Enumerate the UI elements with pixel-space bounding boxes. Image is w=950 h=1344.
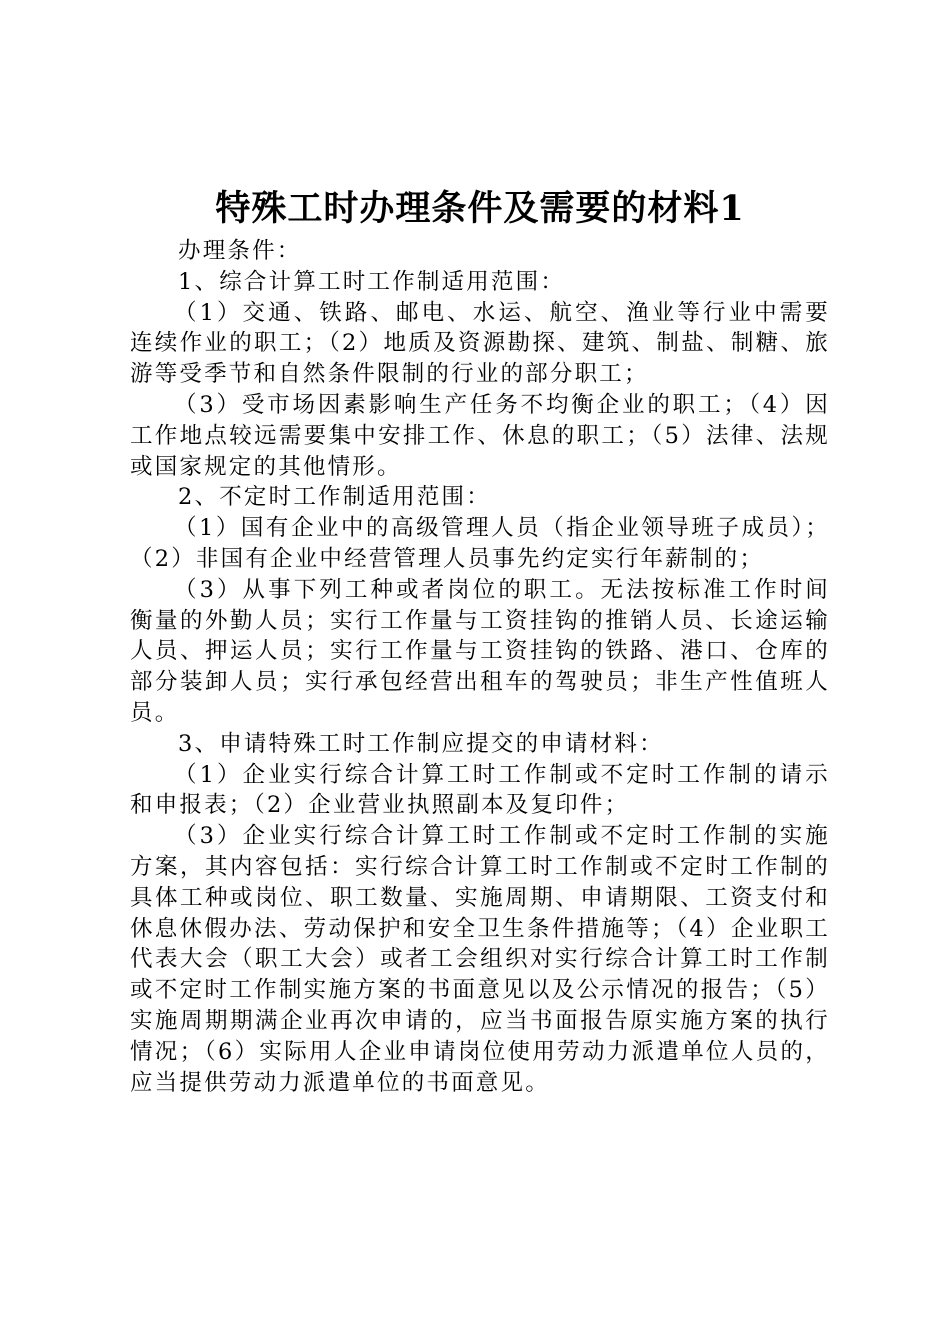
paragraph-conditions-heading: 办理条件：	[178, 238, 302, 264]
document-body	[130, 186, 830, 1098]
paragraph-section-3-item-3: （3）企业实行综合计算工时工作制或不定时工作制的实施方案，其内容包括：实行综合计算工时工作制或不定时工作制的具体工种或岗位、职工数量、实施周期、申请期限、工资支付和休息休假办法、劳动保护和安全卫生条件措施等；（4）企业职工代表大会（职工大会）或者工会组织对实行综合计算工时工作制或不定时工作制实施方案的书面意见以及公示情况的报告；（5）实施周期期满企业再次申请的，应当书面报告原实施方案的执行情况；（6）实际用人企业申请岗位使用劳动力派遣单位人员的，应当提供劳动力派遣单位的书面意见。	[130, 823, 830, 1096]
paragraph-section-2-item-3: （3）从事下列工种或者岗位的职工。无法按标准工作时间衡量的外勤人员；实行工作量与工资挂钩的推销人员、长途运输人员、押运人员；实行工作量与工资挂钩的铁路、港口、仓库的部分装卸人员；实行承包经营出租车的驾驶员；非生产性值班人员。	[130, 576, 830, 726]
paragraph-section-2-heading: 2、不定时工作制适用范围：	[178, 484, 491, 511]
paragraph-section-3-heading: 3、申请特殊工时工作制应提交的申请材料：	[178, 730, 664, 757]
paragraph-section-1-heading: 1、综合计算工时工作制适用范围：	[178, 268, 566, 295]
paragraph-section-1-item-1: （1）交通、铁路、邮电、水运、航空、渔业等行业中需要连续作业的职工；（2）地质及资源勘探、建筑、制盐、制糖、旅游等受季节和自然条件限制的行业的部分职工；	[130, 299, 830, 388]
paragraph-section-2-item-1: （1）国有企业中的高级管理人员（指企业领导班子成员）；（2）非国有企业中经营管理人员事先约定实行年薪制的；	[130, 515, 830, 572]
document-title: 特殊工时办理条件及需要的材料1	[215, 188, 745, 229]
paragraph-section-3-item-1: （1）企业实行综合计算工时工作制或不定时工作制的请示和申报表；（2）企业营业执照副本及复印件；	[130, 761, 830, 819]
paragraph-section-1-item-3: （3）受市场因素影响生产任务不均衡企业的职工；（4）因工作地点较远需要集中安排工作、休息的职工；（5）法律、法规或国家规定的其他情形。	[130, 391, 830, 480]
